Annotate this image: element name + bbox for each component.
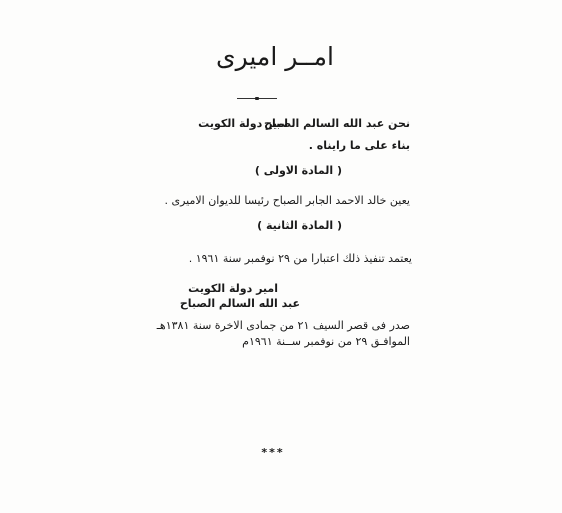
issued-line-gregorian: الموافـق ٢٩ من نوفمبر ســنة ١٩٦١م bbox=[242, 335, 410, 348]
header-title: امير دولة الكويت bbox=[198, 117, 288, 130]
signature-name: عبد الله السالم الصباح bbox=[179, 297, 300, 310]
article2-heading: ( المادة الثانية ) bbox=[257, 219, 342, 232]
footer-stars: *** bbox=[261, 446, 285, 459]
decree-title: امــر اميرى bbox=[216, 42, 334, 71]
article1-heading: ( المادة الاولى ) bbox=[254, 164, 342, 177]
header-name: نحن عبد الله السالم الصباح bbox=[264, 117, 410, 130]
divider-ornament bbox=[255, 97, 259, 100]
issued-line-hijri: صدر فى قصر السيف ٢١ من جمادى الاخرة سنة ١٣٨١هـ bbox=[156, 319, 410, 332]
title-divider bbox=[237, 97, 277, 101]
signature-title: امير دولة الكويت bbox=[188, 282, 278, 295]
article2-text: يعتمد تنفيذ ذلك اعتبارا من ٢٩ نوفمبر سنة ١٩٦١ . bbox=[188, 252, 412, 265]
preamble: بناء على ما رايناه . bbox=[308, 139, 410, 152]
article1-text: يعين خالد الاحمد الجابر الصباح رئيسا للديوان الاميرى . bbox=[164, 194, 410, 207]
